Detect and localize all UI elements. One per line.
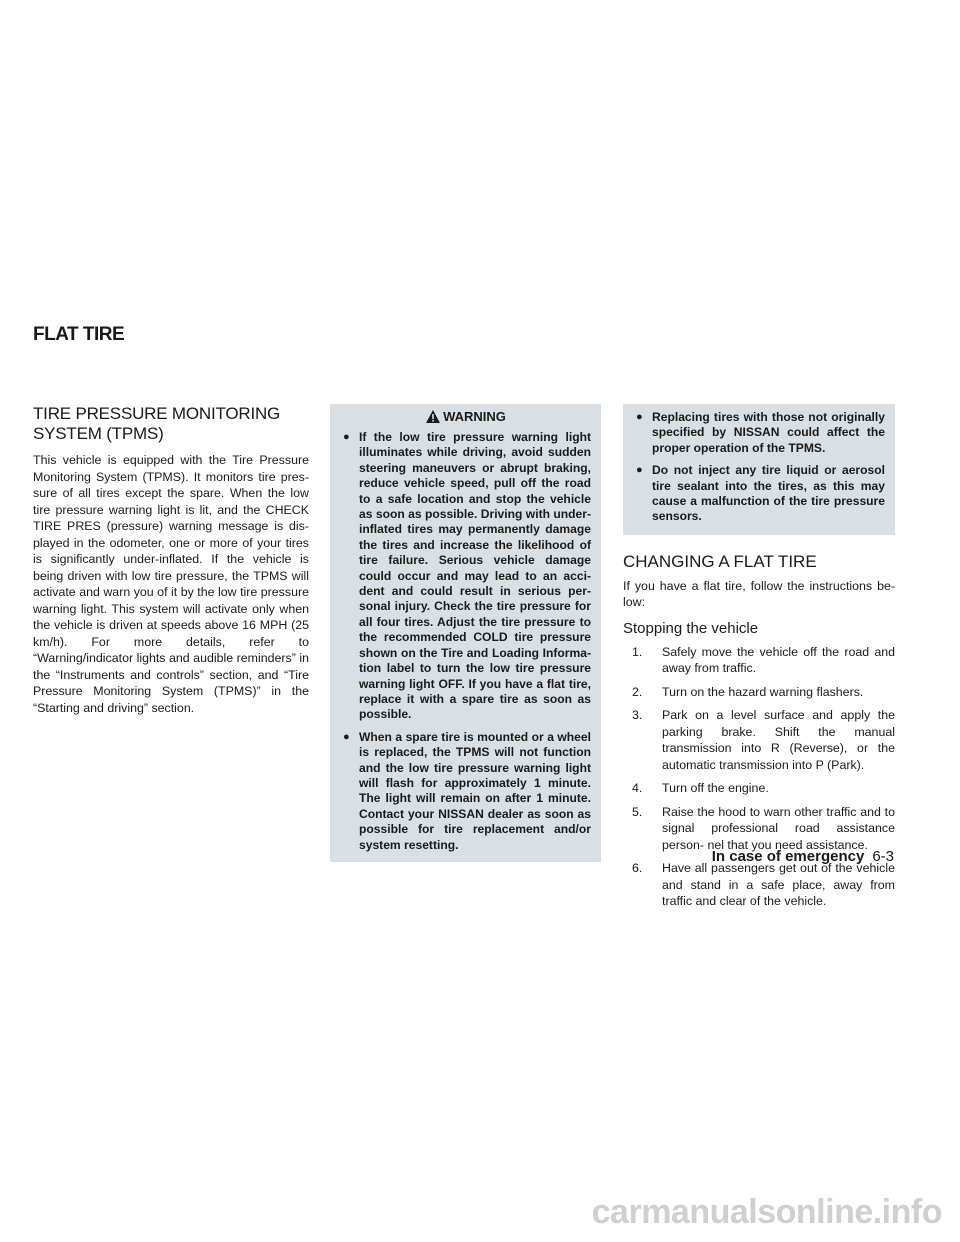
warning-item-text: Replacing tires with those not originally specified by NISSAN could affect the proper operation of the TPMS. [652,410,885,455]
warning-heading [340,408,591,426]
section-title: FLAT TIRE [33,324,125,345]
warning-triangle-icon [425,409,441,424]
bullet-icon: ● [636,464,643,477]
step-item [623,860,895,910]
bullet-icon: ● [343,730,350,743]
step-item [623,644,895,677]
warning-box [330,404,601,862]
warning-box-continued [623,404,895,535]
watermark-text: carmanualsonline.info [591,1193,942,1231]
warning-column [330,404,601,862]
step-number: 3. [632,708,643,723]
step-number: 5. [632,804,643,819]
changing-column [623,404,895,917]
warning-item-text: If the low tire pressure warning light illuminates while driving, avoid sudden steering maneuvers or abrupt braking, reduce vehicle speed, pull off the road to a safe location and stop the vehicle as soon as possible. Driving with under- inflated tires may permanently damage the tires and increase the likelihood of tire failure. Serious vehicle damage could occur and may lead to an acci- dent and could result in serious per- sonal injury. Check the tire pressure for all four tires. Adjust the tire pressure to the recommended COLD tire pressure shown on the Tire and Loading Informa- tion label to turn the low tire pressure warning light OFF. If you have a flat tire, replace it with a spare tire as soon as possible. [359,430,591,722]
tpms-heading-line1: TIRE PRESSURE MONITORING [33,404,281,423]
step-number: 6. [632,861,643,876]
footer-section-label: In case of emergency [711,848,865,865]
step-text: Have all passengers get out of the vehicle and stand in a safe place, away from traffic and clear of the vehicle. [662,861,895,909]
step-number: 1. [632,644,643,659]
step-item [623,707,895,773]
warning-item [633,463,885,525]
step-item [623,804,895,854]
tpms-column [33,404,309,716]
step-number: 2. [632,684,643,699]
bullet-icon: ● [343,431,350,443]
step-item [623,684,895,701]
warning-item-text: When a spare tire is mounted or a wheel is replaced, the TPMS will not function and the low tire pressure warning light will flash for approximately 1 minute. The light will remain on after 1 minute. Contact your NISSAN dealer as soon as possible for tire replacement and/or system resetting. [359,729,591,852]
watermark [0,1190,960,1242]
step-item [623,780,895,797]
bullet-icon: ● [636,411,643,423]
page-footer [712,848,894,865]
step-text: Safely move the vehicle off the road and away from traffic. [662,644,895,676]
stopping-subheading: Stopping the vehicle [623,619,759,637]
warning-item-text: Do not inject any tire liquid or aerosol tire sealant into the tires, as this may cause a malfunction of the tire pressure sensors. [652,463,885,524]
page-number: 6-3 [872,848,894,865]
step-text: Turn on the hazard warning flashers. [662,684,864,699]
changing-heading: CHANGING A FLAT TIRE [623,551,817,571]
step-text: Turn off the engine. [662,781,769,796]
warning-item [340,730,591,853]
warning-heading-text: WARNING [443,409,506,424]
steps-list [623,644,895,910]
step-text: Raise the hood to warn other traffic and to signal professional road assistance person- nel that you need assistance. [662,804,895,852]
tpms-heading-line2: SYSTEM (TPMS) [33,424,164,443]
warning-item [340,430,591,723]
tpms-heading [33,404,309,444]
warning-item [633,410,885,456]
step-number: 4. [632,781,643,796]
changing-intro: If you have a flat tire, follow the instructions be- low: [623,578,895,610]
step-text: Park on a level surface and apply the parking brake. Shift the manual transmission into R (Reverse), or the automatic transmission into P (Park). [662,708,895,772]
tpms-body: This vehicle is equipped with the Tire Pressure Monitoring System (TPMS). It monitors tire pres- sure of all tires except the spare. When the low tire pressure warning light is lit, and the CHECK TIRE PRES (pressure) warning message is dis- played in the odometer, one or more of your tires is significantly under-inflated. If the vehicle is being driven with low tire pressure, the TPMS will activate and warn you of it by the low tire pressure warning light. This system will activate only when the vehicle is driven at speeds above 16 MPH (25 km/h). For more details, refer to “Warning/indicator lights and audible reminders” in the “Instruments and controls” section, and “Tire Pressure Monitoring System (TPMS)” in the “Starting and driving” section. [33,453,309,715]
